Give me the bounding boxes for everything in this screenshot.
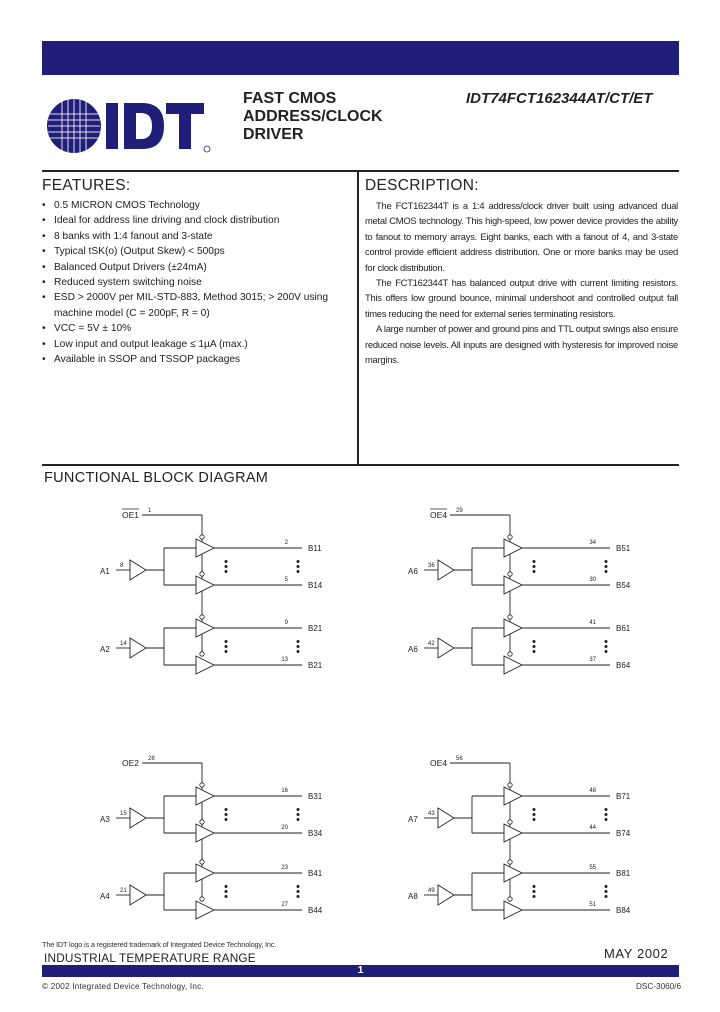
- continuation-dot: [297, 640, 300, 643]
- enable-bubble: [200, 860, 204, 864]
- feature-item: • Low input and output leakage ≤ 1µA (max.): [42, 337, 347, 352]
- output-buffer: [196, 787, 214, 805]
- feature-item: • 8 banks with 1:4 fanout and 3-state: [42, 229, 347, 244]
- output-buffer: [196, 901, 214, 919]
- continuation-dot: [533, 650, 536, 653]
- continuation-dot: [605, 818, 608, 821]
- continuation-dot: [297, 890, 300, 893]
- output-label: B31: [308, 792, 323, 801]
- continuation-dot: [533, 885, 536, 888]
- pin-number: 21: [120, 888, 127, 894]
- output-buffer: [504, 539, 522, 557]
- pin-number: 56: [456, 756, 463, 762]
- output-label: B61: [616, 624, 631, 633]
- continuation-dot: [297, 813, 300, 816]
- output-buffer: [504, 619, 522, 637]
- input-label: A8: [408, 892, 418, 901]
- diagram-title: FUNCTIONAL BLOCK DIAGRAM: [44, 470, 269, 486]
- continuation-dot: [297, 560, 300, 563]
- pin-number: 48: [589, 788, 596, 794]
- output-buffer: [196, 824, 214, 842]
- description-body: [365, 198, 678, 367]
- input-buffer: [438, 808, 454, 828]
- pin-number: 5: [284, 577, 288, 583]
- output-buffer: [196, 619, 214, 637]
- output-label: B41: [308, 869, 323, 878]
- enable-bubble: [508, 820, 512, 824]
- page-number: 1: [357, 964, 364, 976]
- output-label: B44: [308, 906, 323, 915]
- continuation-dot: [297, 808, 300, 811]
- continuation-dot: [297, 650, 300, 653]
- output-buffer: [196, 864, 214, 882]
- output-buffer: [196, 539, 214, 557]
- output-buffer: [504, 576, 522, 594]
- continuation-dot: [605, 560, 608, 563]
- continuation-dot: [225, 808, 228, 811]
- feature-item: • Reduced system switching noise: [42, 275, 347, 290]
- pin-number: 34: [589, 540, 596, 546]
- idt-logo: [42, 93, 212, 161]
- input-buffer: [130, 808, 146, 828]
- enable-bubble: [200, 820, 204, 824]
- pin-number: 51: [589, 902, 596, 908]
- input-label: A6: [408, 645, 418, 654]
- continuation-dot: [533, 640, 536, 643]
- pin-number: 42: [428, 641, 435, 647]
- part-number: IDT74FCT162344AT/CT/ET: [466, 90, 653, 107]
- pin-number: 43: [428, 811, 435, 817]
- continuation-dot: [533, 570, 536, 573]
- title-line: FAST CMOS: [243, 90, 337, 107]
- continuation-dot: [605, 650, 608, 653]
- output-buffer: [196, 576, 214, 594]
- features-list: [42, 198, 347, 367]
- oe-label: OE2: [122, 758, 140, 768]
- input-label: A6: [408, 567, 418, 576]
- pin-number: 23: [281, 865, 288, 871]
- continuation-dot: [225, 813, 228, 816]
- continuation-dot: [533, 895, 536, 898]
- pin-number: 44: [589, 825, 596, 831]
- enable-bubble: [200, 783, 204, 787]
- description-paragraph: The FCT162344T is a 1:4 address/clock driver built using advanced dual metal CMOS technology. This high-speed, low power device provides the ability to fanout to memory arrays. Eight banks, each with a fanout of 4, and 3-state control provide efficient address distribution. One or more banks may be used for clock distribution.: [365, 200, 678, 273]
- continuation-dot: [533, 565, 536, 568]
- continuation-dot: [225, 895, 228, 898]
- pin-number: 16: [281, 788, 288, 794]
- pin-number: 1: [148, 508, 152, 514]
- output-label: B11: [308, 544, 322, 553]
- continuation-dot: [533, 560, 536, 563]
- pin-number: 37: [589, 657, 596, 663]
- continuation-dot: [533, 813, 536, 816]
- continuation-dot: [225, 565, 228, 568]
- column-divider: [357, 172, 359, 465]
- enable-bubble: [200, 615, 204, 619]
- output-label: B84: [616, 906, 631, 915]
- pin-number: 28: [148, 756, 155, 762]
- continuation-dot: [297, 645, 300, 648]
- enable-bubble: [508, 897, 512, 901]
- continuation-dot: [605, 895, 608, 898]
- continuation-dot: [533, 890, 536, 893]
- continuation-dot: [297, 818, 300, 821]
- pin-number: 49: [428, 888, 435, 894]
- input-buffer: [438, 560, 454, 580]
- feature-item: • ESD > 2000V per MIL-STD-883, Method 3015; > 200V using machine model (C = 200pF, R = 0): [42, 290, 347, 321]
- pin-number: 13: [281, 657, 288, 663]
- enable-bubble: [508, 535, 512, 539]
- issue-date: MAY 2002: [604, 946, 669, 961]
- output-buffer: [504, 656, 522, 674]
- continuation-dot: [225, 570, 228, 573]
- continuation-dot: [225, 818, 228, 821]
- output-label: B14: [308, 581, 323, 590]
- functional-block-diagram: [0, 490, 720, 920]
- output-buffer: [196, 656, 214, 674]
- feature-item: • 0.5 MICRON CMOS Technology: [42, 198, 347, 213]
- continuation-dot: [225, 640, 228, 643]
- pin-number: 15: [120, 811, 127, 817]
- continuation-dot: [605, 890, 608, 893]
- enable-bubble: [200, 572, 204, 576]
- input-buffer: [130, 885, 146, 905]
- continuation-dot: [605, 808, 608, 811]
- output-buffer: [504, 787, 522, 805]
- copyright: © 2002 Integrated Device Technology, Inc.: [42, 982, 204, 991]
- continuation-dot: [225, 560, 228, 563]
- continuation-dot: [225, 650, 228, 653]
- continuation-dot: [605, 565, 608, 568]
- continuation-dot: [225, 645, 228, 648]
- enable-bubble: [508, 615, 512, 619]
- input-buffer: [130, 560, 146, 580]
- features-title: FEATURES:: [42, 177, 131, 194]
- enable-bubble: [508, 860, 512, 864]
- feature-item: • VCC = 5V ± 10%: [42, 321, 347, 336]
- section-divider: [42, 464, 679, 466]
- product-title: [243, 90, 383, 144]
- pin-number: 27: [281, 902, 288, 908]
- output-buffer: [504, 901, 522, 919]
- feature-item: • Ideal for address line driving and clock distribution: [42, 213, 347, 228]
- continuation-dot: [297, 565, 300, 568]
- output-label: B51: [616, 544, 631, 553]
- output-label: B21: [308, 624, 323, 633]
- temperature-range: INDUSTRIAL TEMPERATURE RANGE: [44, 951, 256, 965]
- oe-label: OE4: [430, 758, 448, 768]
- output-label: B54: [616, 581, 631, 590]
- output-label: B21: [308, 661, 323, 670]
- continuation-dot: [605, 645, 608, 648]
- input-label: A2: [100, 645, 110, 654]
- document-code: DSC-3060/6: [636, 982, 682, 991]
- output-label: B71: [616, 792, 631, 801]
- continuation-dot: [533, 808, 536, 811]
- continuation-dot: [533, 645, 536, 648]
- pin-number: 30: [589, 577, 596, 583]
- input-buffer: [438, 885, 454, 905]
- section-divider: [42, 170, 679, 172]
- pin-number: 55: [589, 865, 596, 871]
- pin-number: 2: [284, 540, 288, 546]
- pin-number: 41: [589, 620, 596, 626]
- continuation-dot: [605, 813, 608, 816]
- oe-label: OE4: [430, 510, 448, 520]
- input-label: A1: [100, 567, 110, 576]
- enable-bubble: [508, 783, 512, 787]
- enable-bubble: [200, 652, 204, 656]
- pin-number: 29: [456, 508, 463, 514]
- header-bar: [42, 41, 679, 75]
- trademark-note: The IDT logo is a registered trademark of Integrated Device Technology, Inc.: [42, 940, 277, 949]
- continuation-dot: [297, 570, 300, 573]
- continuation-dot: [533, 818, 536, 821]
- output-buffer: [504, 864, 522, 882]
- input-label: A4: [100, 892, 110, 901]
- enable-bubble: [200, 535, 204, 539]
- continuation-dot: [605, 570, 608, 573]
- enable-bubble: [508, 652, 512, 656]
- description-title: DESCRIPTION:: [365, 177, 479, 194]
- pin-number: 8: [120, 563, 124, 569]
- output-label: B74: [616, 829, 631, 838]
- pin-number: 9: [284, 620, 288, 626]
- output-label: B81: [616, 869, 631, 878]
- input-label: A3: [100, 815, 110, 824]
- title-line: ADDRESS/CLOCK: [243, 108, 383, 125]
- output-label: B34: [308, 829, 323, 838]
- feature-item: • Typical tSK(o) (Output Skew) < 500ps: [42, 244, 347, 259]
- continuation-dot: [297, 895, 300, 898]
- pin-number: 20: [281, 825, 288, 831]
- continuation-dot: [297, 885, 300, 888]
- title-line: DRIVER: [243, 126, 304, 143]
- enable-bubble: [508, 572, 512, 576]
- description-paragraph: A large number of power and ground pins and TTL output swings also ensure reduced noise levels. All inputs are designed with hysteresis for improved noise margins.: [365, 323, 678, 366]
- oe-label: OE1: [122, 510, 140, 520]
- description-paragraph: The FCT162344T has balanced output drive with current limiting resistors. This offers low ground bounce, minimal undershoot and controlled output fall times reducing the need for external series terminating resistors.: [365, 277, 678, 319]
- continuation-dot: [605, 885, 608, 888]
- continuation-dot: [225, 885, 228, 888]
- input-buffer: [130, 638, 146, 658]
- input-label: A7: [408, 815, 418, 824]
- feature-item: • Available in SSOP and TSSOP packages: [42, 352, 347, 367]
- input-buffer: [438, 638, 454, 658]
- output-buffer: [504, 824, 522, 842]
- continuation-dot: [225, 890, 228, 893]
- pin-number: 36: [428, 563, 435, 569]
- enable-bubble: [200, 897, 204, 901]
- pin-number: 14: [120, 641, 127, 647]
- continuation-dot: [605, 640, 608, 643]
- output-label: B64: [616, 661, 631, 670]
- feature-item: • Balanced Output Drivers (±24mA): [42, 260, 347, 275]
